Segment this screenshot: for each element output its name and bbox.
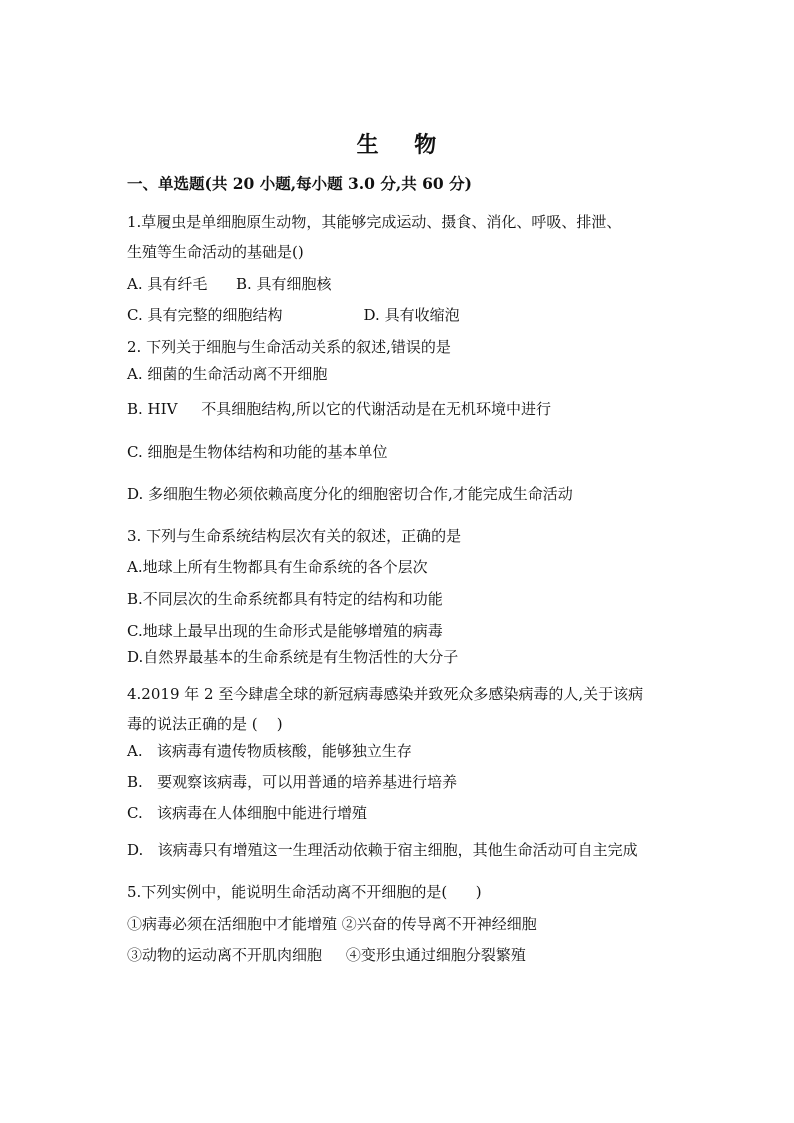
question-4-stem-line-1: 4.2019 年 2 至今肆虐全球的新冠病毒感染并致死众多感染病毒的人,关于该病 bbox=[127, 685, 644, 703]
section-heading: 一、单选题(共 20 小题,每小题 3.0 分,共 60 分) bbox=[127, 174, 472, 193]
question-1-stem-line-2: 生殖等生命活动的基础是() bbox=[127, 243, 304, 261]
question-4-option-a: A. 该病毒有遗传物质核酸，能够独立生存 bbox=[127, 742, 412, 760]
question-1-options-ab: A. 具有纤毛 B. 具有细胞核 bbox=[127, 275, 332, 293]
question-2-option-b: B. HIV 不具细胞结构,所以它的代谢活动是在无机环境中进行 bbox=[127, 400, 552, 418]
question-2-option-a: A. 细菌的生命活动离不开细胞 bbox=[127, 365, 328, 383]
question-4-option-d: D. 该病毒只有增殖这一生理活动依赖于宿主细胞，其他生命活动可自主完成 bbox=[127, 841, 638, 859]
question-3-option-d: D.自然界最基本的生命系统是有生物活性的大分子 bbox=[127, 648, 459, 666]
question-3-option-b: B.不同层次的生命系统都具有特定的结构和功能 bbox=[127, 590, 443, 608]
question-3-stem: 3. 下列与生命系统结构层次有关的叙述，正确的是 bbox=[127, 527, 462, 545]
question-1-options-cd: C. 具有完整的细胞结构 D. 具有收缩泡 bbox=[127, 306, 460, 324]
question-3-option-c: C.地球上最早出现的生命形式是能够增殖的病毒 bbox=[127, 622, 443, 640]
question-2-option-c: C. 细胞是生物体结构和功能的基本单位 bbox=[127, 443, 388, 461]
question-2-option-d: D. 多细胞生物必须依赖高度分化的细胞密切合作,才能完成生命活动 bbox=[127, 485, 573, 503]
question-2-stem: 2. 下列关于细胞与生命活动关系的叙述,错误的是 bbox=[127, 338, 451, 356]
question-5-stem: 5.下列实例中，能说明生命活动离不开细胞的是( ) bbox=[127, 883, 482, 901]
question-3-option-a: A.地球上所有生物都具有生命系统的各个层次 bbox=[127, 558, 428, 576]
question-4-option-c: C. 该病毒在人体细胞中能进行增殖 bbox=[127, 804, 368, 822]
question-5-items-1-2: ①病毒必须在活细胞中才能增殖 ②兴奋的传导离不开神经细胞 bbox=[127, 915, 537, 933]
question-1-stem-line-1: 1.草履虫是单细胞原生动物，其能够完成运动、摄食、消化、呼吸、排泄、 bbox=[127, 213, 622, 231]
question-4-stem-line-2: 毒的说法正确的是 ( ) bbox=[127, 715, 283, 733]
page-title: 生 物 bbox=[356, 132, 438, 158]
question-4-option-b: B. 要观察该病毒，可以用普通的培养基进行培养 bbox=[127, 773, 458, 791]
question-5-items-3-4: ③动物的运动离不开肌肉细胞 ④变形虫通过细胞分裂繁殖 bbox=[127, 946, 526, 964]
